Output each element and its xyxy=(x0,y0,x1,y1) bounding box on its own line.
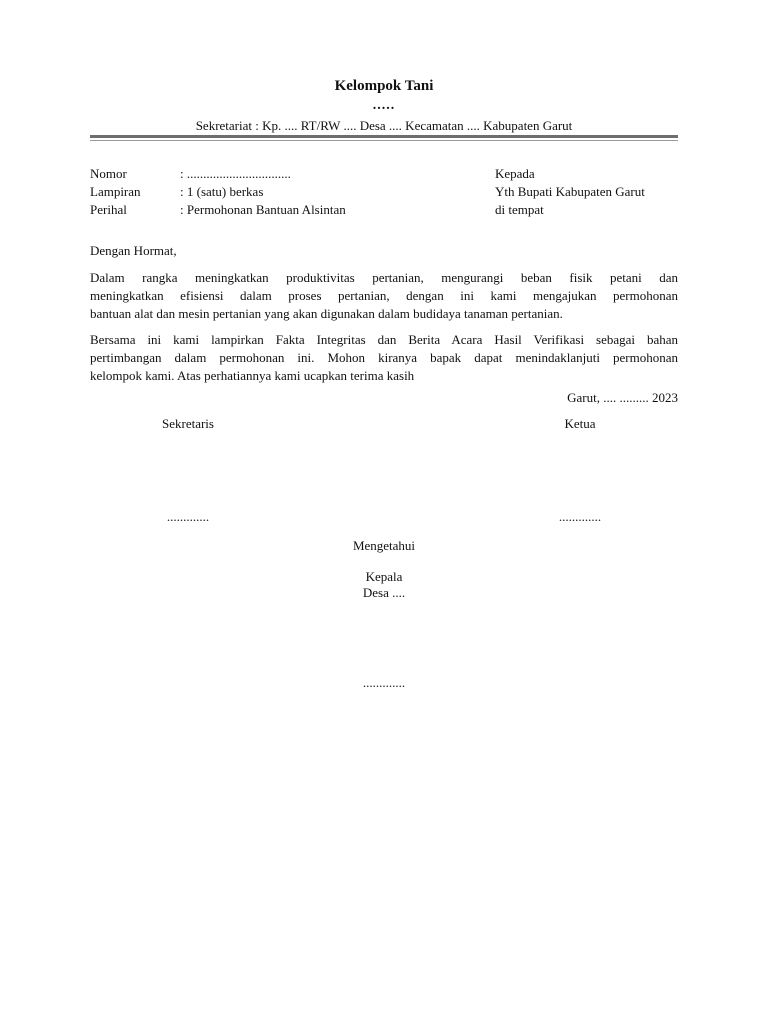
letterhead-name-placeholder: ..... xyxy=(372,98,396,113)
meta-label-perihal: Perihal xyxy=(90,202,127,217)
recipient-location: di tempat xyxy=(495,202,544,217)
village-head-title xyxy=(0,569,768,601)
paragraph-1-line: bantuan alat dan mesin pertanian yang akan digunakan dalam budidaya tanaman pertanian. xyxy=(90,306,563,321)
chair-name-placeholder: ............. xyxy=(558,509,602,524)
chair-title: Ketua xyxy=(564,416,596,431)
meta-label-lampiran: Lampiran xyxy=(90,184,141,199)
letterhead-address: Sekretariat : Kp. .... RT/RW .... Desa .... Kecamatan .... Kabupaten Garut xyxy=(195,118,573,133)
letterhead-divider-thin xyxy=(90,140,678,141)
paragraph-2 xyxy=(90,331,678,385)
acknowledged-label: Mengetahui xyxy=(352,538,416,553)
salutation: Dengan Hormat, xyxy=(90,243,177,258)
letterhead-divider-thick xyxy=(90,135,678,138)
meta-value-perihal: : Permohonan Bantuan Alsintan xyxy=(180,202,346,217)
meta-value-nomor: : ................................ xyxy=(180,166,291,181)
meta-value-lampiran: : 1 (satu) berkas xyxy=(180,184,264,199)
recipient-kepada: Kepada xyxy=(495,166,535,181)
meta-label-nomor: Nomor xyxy=(90,166,127,181)
recipient-name: Yth Bupati Kabupaten Garut xyxy=(495,184,645,199)
village-head-title-line2: Desa .... xyxy=(362,585,406,600)
secretary-title: Sekretaris xyxy=(162,416,214,431)
paragraph-2-line: kelompok kami. Atas perhatiannya kami ucapkan terima kasih xyxy=(90,368,415,383)
letterhead-organization: Kelompok Tani xyxy=(334,78,434,94)
secretary-name-placeholder: ............. xyxy=(166,509,210,524)
village-head-title-line1: Kepala xyxy=(365,569,403,584)
paragraph-1-line: Dalam rangka meningkatkan produktivitas pertanian, mengurangi beban fisik petani dan xyxy=(90,270,678,285)
paragraph-1 xyxy=(90,269,678,323)
place-date: Garut, .... ......... 2023 xyxy=(567,390,678,405)
paragraph-2-line: Bersama ini kami lampirkan Fakta Integritas dan Berita Acara Hasil Verifikasi sebagai bahan xyxy=(90,332,678,347)
paragraph-1-line: meningkatkan efisiensi dalam proses pertanian, dengan ini kami mengajukan permohonan xyxy=(90,288,678,303)
village-head-name-placeholder: ............. xyxy=(362,675,406,690)
paragraph-2-line: pertimbangan dalam permohonan ini. Mohon kiranya bapak dapat menindaklanjuti permohonan xyxy=(90,350,678,365)
